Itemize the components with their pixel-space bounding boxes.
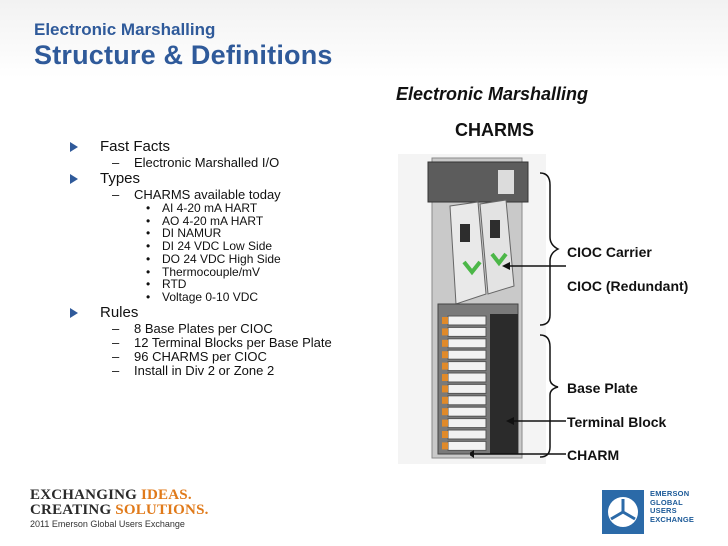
label-charm: CHARM bbox=[567, 447, 620, 463]
type-item: • AO 4-20 mA HART bbox=[146, 213, 264, 228]
type-item-text: DO 24 VDC High Side bbox=[162, 251, 281, 266]
charm-tab bbox=[442, 442, 448, 449]
slide-title: Structure & Definitions bbox=[34, 40, 333, 70]
charm-tab bbox=[442, 328, 448, 335]
bullet-arrow-icon bbox=[70, 174, 78, 184]
bullet-arrow-icon bbox=[70, 308, 78, 318]
logo-caption: 2011 Emerson Global Users Exchange bbox=[30, 519, 185, 529]
rule-item-text: 8 Base Plates per CIOC bbox=[134, 320, 273, 336]
type-item: • AI 4-20 mA HART bbox=[146, 201, 258, 215]
emerson-globe-icon bbox=[600, 488, 646, 536]
bullet-list bbox=[70, 138, 370, 378]
type-item: • Thermocouple/mV bbox=[146, 264, 261, 279]
bullet-label: Rules bbox=[100, 303, 139, 321]
label-cioc-carrier: CIOC Carrier bbox=[567, 244, 652, 260]
bracket-base-plate bbox=[540, 335, 558, 457]
type-item-text: AO 4-20 mA HART bbox=[162, 213, 264, 228]
charm-tab bbox=[442, 340, 448, 347]
figure-subheading: CHARMS bbox=[455, 120, 534, 140]
sub-bullet: – Electronic Marshalled I/O bbox=[112, 155, 280, 170]
logo-text-orange: SOLUTIONS. bbox=[115, 502, 209, 518]
sub-bullet-text: CHARMS available today bbox=[134, 187, 281, 202]
rule-item: – 8 Base Plates per CIOC bbox=[112, 320, 273, 336]
emerson-logo bbox=[600, 488, 700, 536]
logo-line-2 bbox=[30, 503, 209, 518]
type-item: • RTD bbox=[146, 277, 187, 292]
arrowhead-icon bbox=[470, 450, 474, 458]
type-item-text: Voltage 0-10 VDC bbox=[162, 289, 259, 304]
charm-tab bbox=[442, 385, 448, 392]
type-item: • DO 24 VDC High Side bbox=[146, 251, 281, 266]
logo-line-1 bbox=[30, 488, 209, 503]
arrowhead-icon bbox=[502, 262, 510, 270]
charm-tab bbox=[442, 317, 448, 324]
rule-item-text: Install in Div 2 or Zone 2 bbox=[134, 362, 275, 378]
type-item-text: RTD bbox=[162, 277, 187, 292]
sub-bullet: – CHARMS available today bbox=[112, 187, 281, 202]
charm-tab bbox=[442, 374, 448, 381]
rule-item-text: 12 Terminal Blocks per Base Plate bbox=[134, 334, 332, 350]
type-item: • DI 24 VDC Low Side bbox=[146, 239, 273, 254]
emerson-logo-text: EMERSON GLOBAL USERS EXCHANGE bbox=[650, 489, 695, 524]
charm-tab bbox=[442, 420, 448, 427]
bracket-cioc bbox=[540, 173, 558, 325]
bullet-label: Fast Facts bbox=[100, 138, 171, 155]
callout-lines bbox=[470, 165, 570, 465]
rule-item-text: 96 CHARMS per CIOC bbox=[134, 348, 267, 364]
bullet-types bbox=[70, 170, 370, 188]
type-item-text: Thermocouple/mV bbox=[162, 264, 261, 279]
charm-tab bbox=[442, 363, 448, 370]
charm-tab bbox=[442, 351, 448, 358]
rule-item: – 12 Terminal Blocks per Base Plate bbox=[112, 334, 332, 350]
type-item-text: DI 24 VDC Low Side bbox=[162, 239, 273, 254]
bullet-rules bbox=[70, 304, 370, 322]
figure-heading: Electronic Marshalling bbox=[396, 84, 589, 104]
type-item-text: AI 4-20 mA HART bbox=[162, 201, 258, 215]
exchange-logo bbox=[30, 488, 209, 529]
bullet-fast-facts bbox=[70, 138, 370, 156]
arrowhead-icon bbox=[506, 417, 514, 425]
logo-text-dark: EXCHANGING bbox=[30, 487, 141, 503]
bullet-label: Types bbox=[100, 170, 141, 187]
sub-bullet-text: Electronic Marshalled I/O bbox=[134, 155, 280, 170]
logo-text-orange: IDEAS. bbox=[140, 487, 192, 503]
type-item: • DI NAMUR bbox=[146, 226, 222, 241]
label-cioc-redundant: CIOC (Redundant) bbox=[567, 278, 689, 294]
charm-tab bbox=[442, 408, 448, 415]
label-terminal-block: Terminal Block bbox=[567, 414, 667, 430]
bullet-arrow-icon bbox=[70, 142, 78, 152]
type-item: • Voltage 0-10 VDC bbox=[146, 289, 259, 304]
label-base-plate: Base Plate bbox=[567, 380, 638, 396]
charm-tab bbox=[442, 397, 448, 404]
charm-tab bbox=[442, 431, 448, 438]
logo-text-dark: CREATING bbox=[30, 502, 116, 518]
rule-item: – Install in Div 2 or Zone 2 bbox=[112, 362, 275, 378]
rule-item: – 96 CHARMS per CIOC bbox=[112, 348, 267, 364]
slide-subtitle: Electronic Marshalling bbox=[34, 20, 216, 39]
type-item-text: DI NAMUR bbox=[162, 226, 222, 241]
